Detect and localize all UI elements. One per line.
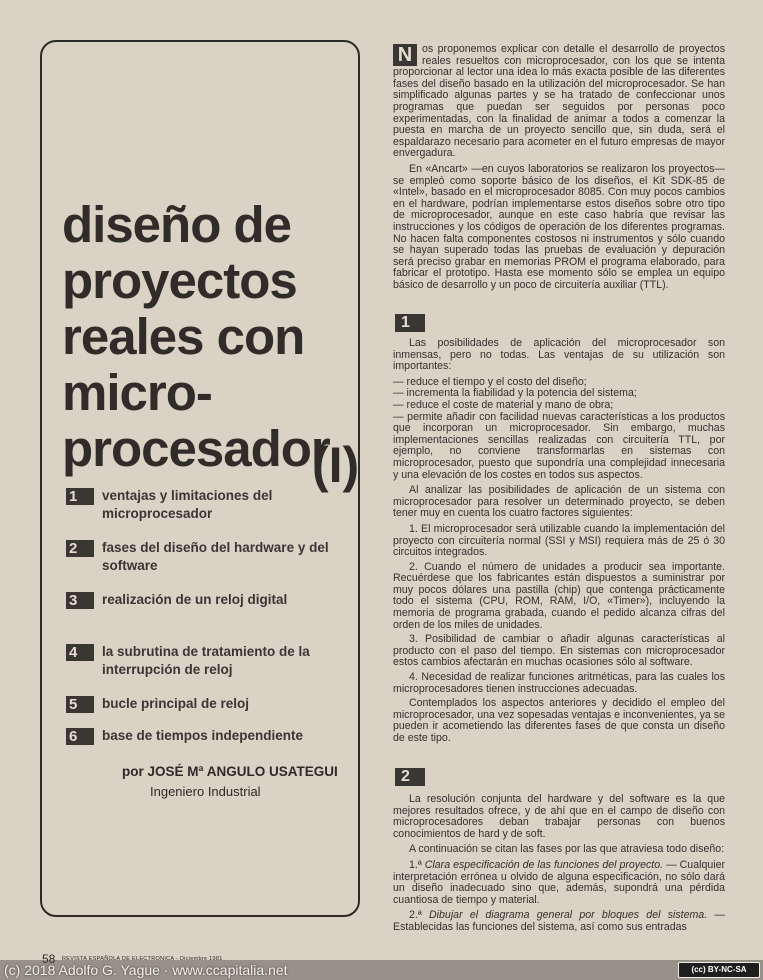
- numbered-item: 2. Cuando el número de unidades a producir sea importante. Recuérdese que los fabricantes están dispuestos a suministrar por muy pocos dólares una pastilla (chip) que contenga prácticamente todo el sistema (CPU, ROM, RAM, I/O, «Timer»), incluyendo la memoria de programa grabada, cuando el pedido alcanza cifras del orden de los miles de unidades.: [393, 560, 725, 631]
- title-line: diseño de: [62, 196, 292, 253]
- toc-text: ventajas y limitaciones del microprocesador: [102, 488, 273, 521]
- toc-number: 1: [66, 488, 94, 505]
- title-line: proyectos: [62, 252, 297, 309]
- author-byline: por JOSÉ Mª ANGULO USATEGUI: [122, 764, 338, 779]
- toc-text: realización de un reloj digital: [102, 592, 288, 607]
- intro-paragraph: En «Ancart» —en cuyos laboratorios se realizaron los proyectos— se empleó como soporte básico de los diseños, el Kit SDK-85 de «Intel», basado en el microprocesador 8085. Con muy pocos cambios en el hardware, podrían implementarse estos diseños sobre otro tipo de microprocesador, aunque en este caso habría que revisar las instrucciones y los códigos de operación de los diferentes programas. No hacen falta componentes costosos ni instrumentos y sólo cuando se hayan superado todas las pruebas de evaluación y depuración será preciso grabar en memorias PROM el programa elaborado, para fabricar el prototipo. Hasta ese momento sólo se emplea un equipo básico de desarrollo y un poco de circuitería auxiliar (TTL).: [393, 162, 725, 291]
- section-2-text: [393, 794, 725, 938]
- part-marker: (I): [312, 437, 360, 493]
- list-item: — reduce el coste de material y mano de obra;: [393, 398, 614, 411]
- title-line: reales con: [62, 308, 305, 365]
- toc-text: bucle principal de reloj: [102, 696, 250, 711]
- paragraph: A continuación se citan las fases por las que atraviesa todo diseño:: [409, 843, 725, 856]
- list-item: — incrementa la fiabilidad y la potencia del sistema;: [393, 387, 637, 400]
- toc-text: fases del diseño del hardware y del software: [102, 540, 329, 573]
- author-role: Ingeniero Industrial: [150, 784, 261, 799]
- numbered-item: 4. Necesidad de realizar funciones aritméticas, para las cuales los microprocesadores tienen instrucciones adecuadas.: [393, 671, 725, 695]
- toc-number: 6: [66, 728, 94, 745]
- copyright-text: (c) 2018 Adolfo G. Yague · www.ccapitalia.net: [4, 962, 288, 978]
- intro-text: [393, 44, 725, 295]
- toc-text: base de tiempos independiente: [102, 728, 304, 743]
- drop-cap: N: [393, 44, 417, 66]
- title-box: [40, 40, 360, 917]
- list-item: — permite añadir con facilidad nuevas características a los productos que incorporan un microprocesador. Sin embargo, muchas implementaciones sencillas realizadas con circuitería TTL, por ejemplo, no conviene transformarlas en sistemas con microprocesador, puesto que supondría una complejidad innecesaria y una elevación de los costes en todos sus aspectos.: [393, 410, 725, 481]
- section-number-1: 1: [395, 314, 425, 332]
- paragraph: Al analizar las posibilidades de aplicación de un sistema con microprocesador para resolver un determinado proyecto, se deben tener muy en cuenta los cuatro factores siguientes:: [393, 484, 725, 520]
- paragraph: Las posibilidades de aplicación del microprocesador son inmensas, pero no todas. Las ventajas de su utilización son importantes:: [393, 337, 725, 373]
- article-title: [62, 197, 362, 477]
- numbered-item: 3. Posibilidad de cambiar o añadir algunas características al producto con el paso del tiempo. En sistemas con microprocesador estos cambios afectarán en muchas ocasiones sólo al software.: [393, 633, 725, 669]
- toc-text: la subrutina de tratamiento de la interrupción de reloj: [102, 644, 310, 677]
- numbered-item: 1.ª Clara especificación de las funciones del proyecto. — Cualquier interpretación errónea u olvido de alguna especificación, no sólo dará un diseño inadecuado sino que, además, supondrá una pérdida cuantiosa de tiempo y material.: [393, 858, 726, 906]
- toc-number: 3: [66, 592, 94, 609]
- numbered-item: 2.ª Dibujar el diagrama general por bloques del sistema. — Establecidas las funciones del sistema, así como sus entradas: [393, 909, 725, 933]
- license-badge: (cc) BY-NC-SA: [678, 962, 760, 978]
- toc-number: 4: [66, 644, 94, 661]
- intro-paragraph: N os proponemos explicar con detalle el desarrollo de proyectos reales resueltos con microprocesador, con los que se intenta proporcionar al lector una idea lo más exacta posible de las diferentes fases del diseño basado en la utilización del microprocesador. Se han simplificado algunas partes y se ha tratado de confeccionar unos programas que puedan ser seguidos por personas poco experimentadas, con la finalidad de animar a todos a comenzar la puesta en marcha de un proyecto sencillo que, sin duda, será el espaldarazo necesario para acometer en el futuro empresas de mayor envergadura.: [393, 43, 725, 160]
- toc-number: 2: [66, 540, 94, 557]
- magazine-footer: REVISTA ESPAÑOLA DE ELECTRONICA - Diciembre 1981: [62, 956, 223, 962]
- title-line: micro-: [62, 364, 212, 421]
- paragraph: La resolución conjunta del hardware y del software es la que mejores resultados ofrece, y de ahí que en el campo de diseño con microprocesadores deban trabajar personas con buenos conocimientos de hard y de soft.: [393, 793, 725, 840]
- section-number-2: 2: [395, 768, 425, 786]
- paragraph: Contemplados los aspectos anteriores y decidido el empleo del microprocesador, una vez sopesadas ventajas e inconvenientes, ya se pueden ir acometiendo las diferentes fases de que consta un diseño de este tipo.: [393, 697, 725, 744]
- section-1-text: [393, 338, 725, 749]
- numbered-item: 1. El microprocesador será utilizable cuando la implementación del proyecto con circuitería normal (SSI y MSI) requiera más de 25 ó 30 circuitos integrados.: [393, 522, 725, 559]
- toc-number: 5: [66, 696, 94, 713]
- page-number: 58: [42, 952, 56, 966]
- list-item: — reduce el tiempo y el costo del diseño;: [393, 375, 587, 388]
- title-line: procesador: [62, 420, 330, 477]
